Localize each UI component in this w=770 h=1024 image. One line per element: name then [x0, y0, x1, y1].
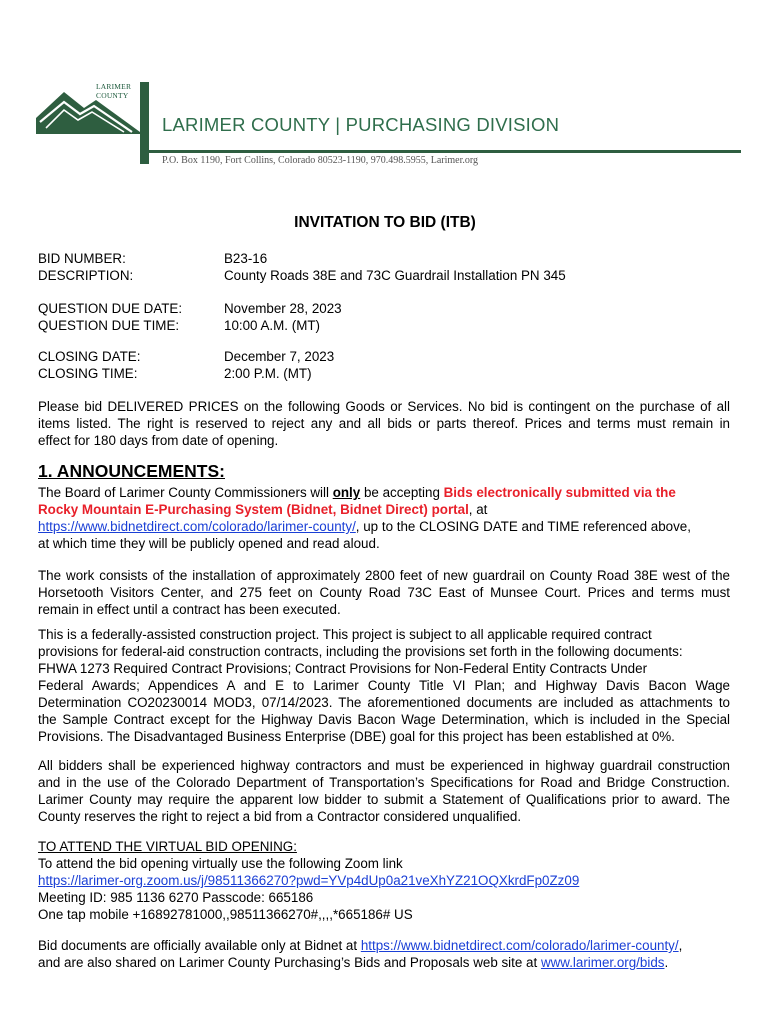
paragraph-line: This is a federally-assisted construction project. This project is subject to all applicable required contract	[38, 627, 652, 642]
text-span: .	[664, 955, 669, 970]
text-span: , at	[468, 502, 488, 517]
highlight-text: Bids electronically submitted via the	[443, 485, 676, 500]
intro-paragraph	[38, 398, 730, 449]
highlight-text: Rocky Mountain E-Purchasing System (Bidnet, Bidnet Direct) portal	[38, 502, 469, 517]
closing-block	[38, 348, 738, 382]
paragraph-line	[38, 872, 730, 889]
paragraph-line: Horsetooth Visitors Center, and 275 feet on County Road 73C East of Munsee Court. Prices and terms must	[38, 585, 730, 600]
text-span: Bid documents are officially available only at Bidnet at	[38, 938, 361, 953]
paragraph-line: All bidders shall be experienced highway contractors and must be experienced in highway guardrail construction	[38, 758, 730, 773]
paragraph-line: provisions for federal-aid construction contracts, including the provisions set forth in the following documents:	[38, 644, 683, 659]
question-due-time-label: QUESTION DUE TIME:	[38, 318, 180, 333]
description-label: DESCRIPTION:	[38, 268, 134, 283]
meeting-id-line: Meeting ID: 985 1136 6270 Passcode: 665186	[38, 890, 314, 905]
intro-line: items listed. The right is reserved to reject any and all bids or parts thereof. Prices and terms must remain in	[38, 416, 730, 431]
question-due-date-label: QUESTION DUE DATE:	[38, 301, 183, 316]
virtual-bid-opening-heading: TO ATTEND THE VIRTUAL BID OPENING:	[38, 839, 297, 854]
paragraph-line: Determination CO20230014 MOD3, 07/14/2023. The aforementioned documents are included as attachments to	[38, 695, 730, 710]
paragraph-line	[38, 937, 730, 954]
paragraph-line	[38, 954, 730, 971]
bid-info-block	[38, 250, 738, 284]
text-span: ,	[678, 938, 683, 953]
announcement-paragraph-2	[38, 567, 730, 618]
paragraph-line: To attend the bid opening virtually use the following Zoom link	[38, 856, 403, 871]
paragraph-line: FHWA 1273 Required Contract Provisions; Contract Provisions for Non-Federal Entity Contracts Under	[38, 661, 648, 676]
paragraph-line: at which time they will be publicly opened and read aloud.	[38, 536, 380, 551]
larimer-bids-link[interactable]: www.larimer.org/bids	[540, 955, 665, 970]
text-span: The Board of Larimer County Commissioners will	[38, 485, 333, 500]
paragraph-line	[38, 484, 730, 501]
intro-line: Please bid DELIVERED PRICES on the following Goods or Services. No bid is contingent on the purchase of all	[38, 399, 730, 414]
question-due-block	[38, 300, 738, 334]
organization-title: LARIMER COUNTY | PURCHASING DIVISION	[162, 114, 560, 135]
paragraph-line: the Sample Contract except for the Highway Davis Bacon Wage Determination, which is included in the Special	[38, 712, 730, 727]
paragraph-line: Larimer County may require the apparent low bidder to submit a Statement of Qualifications prior to award. The	[38, 792, 730, 807]
paragraph-line: and in the use of the Colorado Department of Transportation’s Specifications for Road and Bridge Construction.	[38, 775, 730, 790]
one-tap-mobile-line: One tap mobile +16892781000,,98511366270#,,,,*665186# US	[38, 907, 413, 922]
announcement-paragraph-1	[38, 484, 730, 552]
bid-number-value: B23-16	[224, 251, 268, 266]
zoom-link[interactable]: https://larimer-org.zoom.us/j/98511366270?pwd=YVp4dUp0a21veXhYZ21OQXkrdFp0Zz09	[38, 873, 580, 888]
text-span: and are also shared on Larimer County Purchasing’s Bids and Proposals web site at	[38, 955, 541, 970]
letterhead-vertical-rule	[140, 82, 149, 164]
bid-number-label: BID NUMBER:	[38, 251, 126, 266]
paragraph-line: Federal Awards; Appendices A and E to Larimer County Title VI Plan; and Highway Davis Bacon Wage	[38, 678, 730, 693]
document-title: INVITATION TO BID (ITB)	[294, 214, 476, 231]
closing-date-label: CLOSING DATE:	[38, 349, 141, 364]
announcement-paragraph-4	[38, 757, 730, 825]
section-heading-announcements: 1. ANNOUNCEMENTS:	[38, 461, 225, 481]
announcement-paragraph-3	[38, 626, 730, 745]
closing-time-label: CLOSING TIME:	[38, 366, 138, 381]
emphasis-only: only	[332, 485, 361, 500]
closing-date-value: December 7, 2023	[224, 349, 335, 364]
question-due-date-value: November 28, 2023	[224, 301, 342, 316]
paragraph-line: County reserves the right to reject a bid from a Contractor considered unqualified.	[38, 809, 522, 824]
paragraph-line: Provisions. The Disadvantaged Business Enterprise (DBE) goal for this project has been established at 0%.	[38, 729, 675, 744]
paragraph-line	[38, 518, 730, 535]
virtual-bid-opening-block	[38, 838, 730, 923]
logo-text-larimer: LARIMER	[96, 82, 132, 91]
organization-address: P.O. Box 1190, Fort Collins, Colorado 80523-1190, 970.498.5955, Larimer.org	[162, 155, 479, 166]
announcement-paragraph-6	[38, 937, 730, 971]
intro-line: effect for 180 days from date of opening.	[38, 433, 279, 448]
bidnet-link-2[interactable]: https://www.bidnetdirect.com/colorado/larimer-county/	[360, 938, 679, 953]
logo-text-county: COUNTY	[96, 91, 129, 100]
letterhead-horizontal-rule	[149, 150, 741, 153]
text-span: be accepting	[360, 485, 444, 500]
paragraph-line	[38, 501, 730, 518]
description-value: County Roads 38E and 73C Guardrail Installation PN 345	[224, 268, 566, 283]
paragraph-line: The work consists of the installation of approximately 2800 feet of new guardrail on County Road 38E west of the	[38, 568, 730, 583]
question-due-time-value: 10:00 A.M. (MT)	[224, 318, 320, 333]
closing-time-value: 2:00 P.M. (MT)	[224, 366, 312, 381]
paragraph-line: remain in effect until a contract has been executed.	[38, 602, 341, 617]
bidnet-link[interactable]: https://www.bidnetdirect.com/colorado/larimer-county/	[38, 519, 356, 534]
text-span: , up to the CLOSING DATE and TIME referenced above,	[355, 519, 691, 534]
